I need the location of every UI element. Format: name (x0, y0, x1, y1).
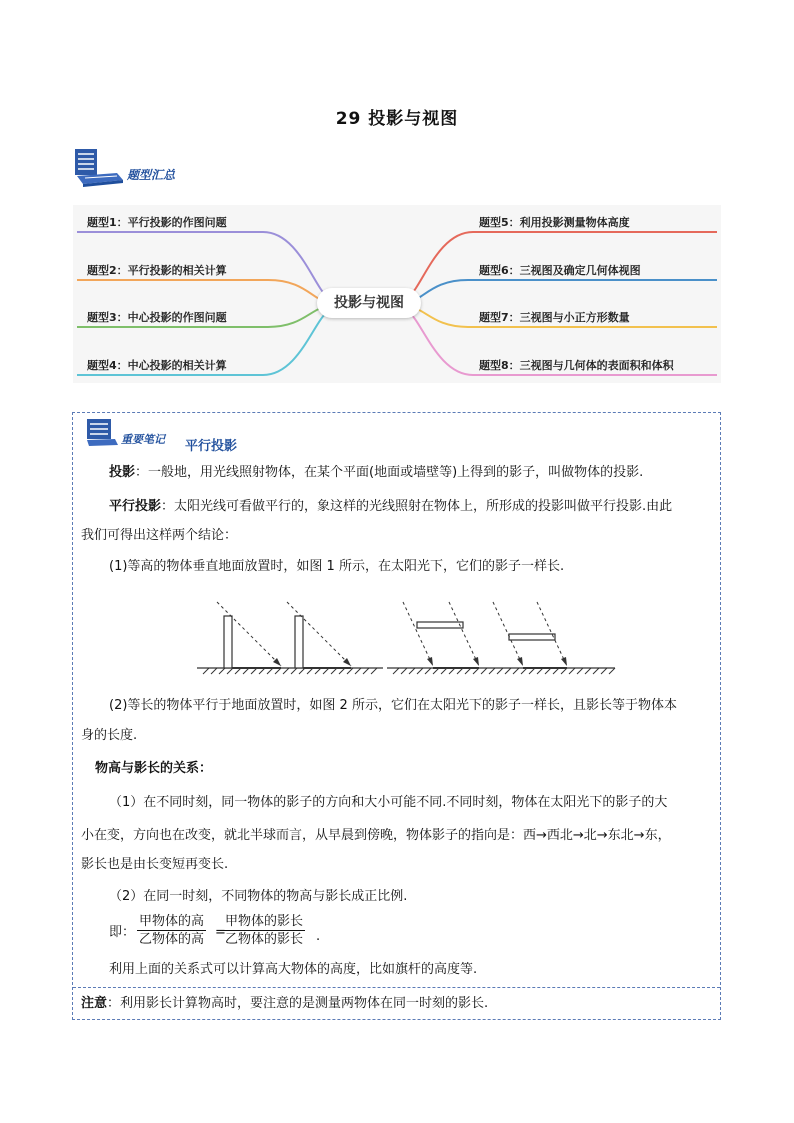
mind-map (73, 205, 721, 383)
formula-end: . (316, 929, 321, 944)
figure-1-illustration (197, 596, 407, 676)
relation-1-line-1: （1）在不同时刻，同一物体的影子的方向和大小可能不同.不同时刻，物体在太阳光下的影子的大 (109, 795, 668, 810)
books-icon (73, 146, 125, 188)
topic-6: 题型6：三视图及确定几何体视图 (479, 264, 641, 277)
page-title: 29 投影与视图 (335, 109, 459, 129)
formula-fraction-shadow (223, 913, 305, 948)
formula-equals: = (215, 925, 226, 940)
relation-heading: 物高与影长的关系： (95, 761, 213, 776)
conclusion-2-cont: 身的长度. (81, 728, 138, 743)
definition-parallel-cont: 我们可得出这样两个结论： (81, 528, 238, 543)
formula-den-1: 乙物体的高 (139, 932, 205, 947)
formula-fraction-height (137, 913, 206, 948)
usage-text: 利用上面的关系式可以计算高大物体的高度，比如旗杆的高度等. (109, 962, 478, 977)
note-warning: 注意：利用影长计算物高时，要注意的是测量两物体在同一时刻的影长. (81, 996, 489, 1011)
formula-num-1: 甲物体的高 (139, 914, 205, 929)
notes-badge-label: 重要笔记 (121, 433, 165, 446)
topic-5: 题型5：利用投影测量物体高度 (479, 216, 630, 229)
relation-2: （2）在同一时刻，不同物体的物高与影长成正比例. (109, 889, 408, 904)
topic-3: 题型3：中心投影的作图问题 (87, 311, 227, 324)
notes-badge (85, 417, 185, 449)
notes-divider (73, 987, 720, 988)
topic-7: 题型7：三视图与小正方形数量 (479, 311, 630, 324)
definition-parallel: 平行投影：太阳光线可看做平行的，象这样的光线照射在物体上，所形成的投影叫做平行投影.由此 (109, 499, 673, 514)
conclusion-1: (1)等高的物体垂直地面放置时，如图 1 所示，在太阳光下，它们的影子一样长. (109, 559, 565, 574)
definition-projection: 投影：一般地，用光线照射物体，在某个平面(地面或墙壁等)上得到的影子，叫做物体的投影. (109, 465, 644, 480)
figure-2-illustration (385, 596, 625, 676)
topic-2: 题型2：平行投影的相关计算 (87, 264, 227, 277)
topic-4: 题型4：中心投影的相关计算 (87, 359, 227, 372)
formula-num-2: 甲物体的影长 (225, 914, 304, 929)
section-header-label: 题型汇总 (127, 168, 176, 182)
formula-prefix: 即： (109, 925, 136, 940)
section-header (73, 146, 213, 190)
notes-box (72, 412, 721, 1020)
topic-1: 题型1：平行投影的作图问题 (87, 216, 227, 229)
formula-den-2: 乙物体的影长 (225, 932, 304, 947)
section-heading: 平行投影 (185, 439, 238, 454)
mind-map-center: 投影与视图 (317, 288, 421, 318)
relation-1-line-2: 小在变，方向也在改变，就北半球而言，从早晨到傍晚，物体影子的指向是：西→西北→北→东北→东， (81, 828, 671, 843)
notebook-icon (85, 417, 119, 447)
conclusion-2: (2)等长的物体平行于地面放置时，如图 2 所示，它们在太阳光下的影子一样长，且影长等于物体本 (109, 698, 677, 713)
topic-8: 题型8：三视图与几何体的表面积和体积 (479, 359, 674, 372)
relation-1-line-3: 影长也是由长变短再变长. (81, 857, 229, 872)
